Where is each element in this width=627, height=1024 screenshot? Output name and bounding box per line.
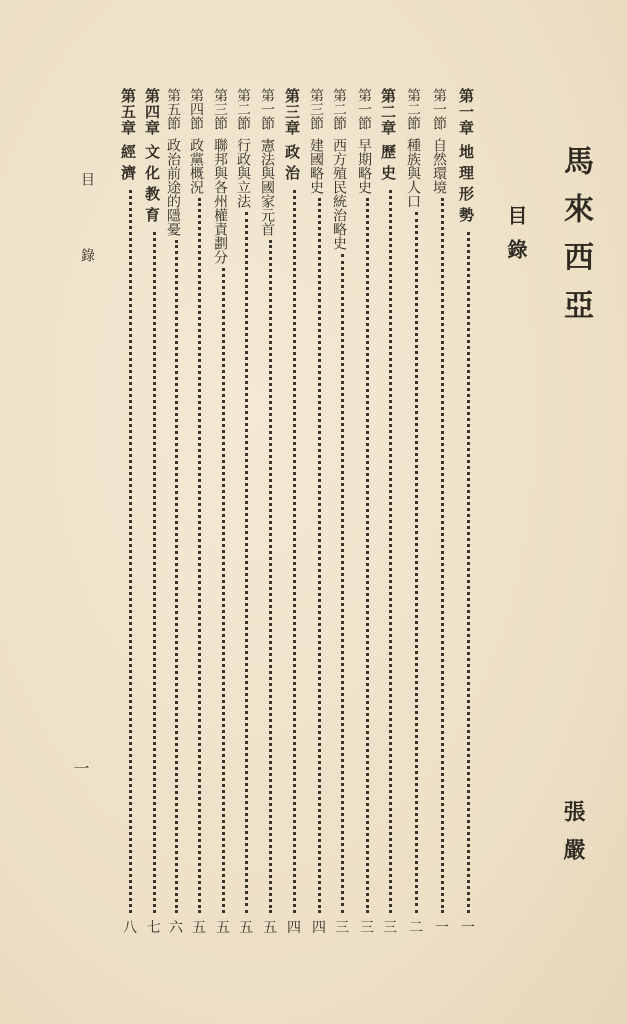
toc-entry-title: 聯邦與各州權責劃分	[212, 138, 228, 264]
toc-entry-number: 第二節	[405, 88, 421, 130]
toc-entry-number: 第二節	[331, 88, 347, 130]
toc-section-entry	[234, 88, 258, 935]
toc-section-entry	[164, 88, 188, 935]
toc-page-number: 八	[123, 920, 137, 936]
toc-page-number: 四	[287, 920, 301, 936]
toc-entry-title: 經濟	[119, 144, 137, 186]
toc-entry-number: 第一節	[356, 88, 372, 130]
toc-entry-number: 第五節	[165, 88, 181, 130]
toc-section-entry	[187, 88, 211, 935]
toc-entry-title: 地理形勢	[457, 144, 475, 228]
toc-leader-dots	[175, 240, 178, 913]
toc-leader-dots	[153, 232, 156, 913]
toc-leader-dots	[129, 190, 132, 913]
toc-page-number: 一	[435, 920, 449, 936]
toc-entry-number: 第一節	[259, 88, 275, 130]
toc-section-entry	[307, 88, 331, 935]
toc-page-number: 二	[409, 920, 423, 936]
toc-entry-title: 歷史	[379, 144, 397, 186]
toc-entry-title: 政黨概況	[188, 138, 204, 194]
toc-leader-dots	[198, 198, 201, 913]
toc-page-number: 五	[239, 920, 253, 936]
toc-section-entry	[330, 88, 354, 935]
toc-leader-dots	[318, 198, 321, 913]
toc-page-number: 五	[216, 920, 230, 936]
margin-running-head: 目錄	[79, 172, 95, 324]
toc-leader-dots	[222, 268, 225, 913]
toc-entry-title: 早期略史	[356, 138, 372, 194]
toc-page-number: 三	[383, 920, 397, 936]
toc-entry-title: 憲法與國家元首	[259, 138, 275, 236]
toc-section-entry	[430, 88, 454, 935]
toc-page-number: 三	[360, 920, 374, 936]
toc-entry-number: 第三章	[283, 88, 301, 136]
toc-page-number: 三	[335, 920, 349, 936]
toc-leader-dots	[366, 198, 369, 913]
toc-leader-dots	[441, 198, 444, 913]
toc-entry-number: 第三節	[308, 88, 324, 130]
toc-entry-title: 政治前途的隱憂	[165, 138, 181, 236]
margin-page-number: 一	[71, 760, 90, 776]
toc-page-number: 五	[192, 920, 206, 936]
toc-entry-number: 第二節	[235, 88, 251, 130]
toc-chapter-entry	[118, 88, 142, 935]
toc-leader-dots	[293, 190, 296, 913]
toc-entry-number: 第四章	[143, 88, 161, 136]
toc-section-entry	[258, 88, 282, 935]
toc-entry-title: 政治	[283, 144, 301, 186]
toc-entry-number: 第一節	[431, 88, 447, 130]
toc-entry-number: 第三節	[212, 88, 228, 130]
toc-page-number: 五	[263, 920, 277, 936]
toc-entry-title: 種族與人口	[405, 138, 421, 208]
author-name: 張嚴	[560, 800, 586, 876]
toc-leader-dots	[269, 240, 272, 913]
toc-section-entry	[355, 88, 379, 935]
toc-entry-number: 第一章	[457, 88, 475, 136]
book-title: 馬來西亞	[558, 145, 593, 337]
toc-leader-dots	[415, 212, 418, 913]
toc-page-number: 四	[312, 920, 326, 936]
toc-chapter-entry	[378, 88, 402, 935]
toc-chapter-entry	[142, 88, 166, 935]
toc-entry-number: 第五章	[119, 88, 137, 136]
toc-entry-title: 行政與立法	[235, 138, 251, 208]
toc-leader-dots	[467, 232, 470, 913]
toc-entry-title: 自然環境	[431, 138, 447, 194]
toc-heading: 目錄	[504, 205, 528, 273]
toc-leader-dots	[245, 212, 248, 913]
toc-page-number: 六	[169, 920, 183, 936]
toc-entry-number: 第二章	[379, 88, 397, 136]
toc-section-entry	[211, 88, 235, 935]
toc-leader-dots	[341, 254, 344, 913]
toc-entry-title: 文化教育	[143, 144, 161, 228]
toc-page-number: 七	[147, 920, 161, 936]
toc-page-number: 一	[461, 920, 475, 936]
toc-chapter-entry	[456, 88, 480, 935]
toc-section-entry	[404, 88, 428, 935]
toc-leader-dots	[389, 190, 392, 913]
toc-chapter-entry	[282, 88, 306, 935]
toc-entry-number: 第四節	[188, 88, 204, 130]
toc-entry-title: 建國略史	[308, 138, 324, 194]
toc-entry-title: 西方殖民統治略史	[331, 138, 347, 250]
